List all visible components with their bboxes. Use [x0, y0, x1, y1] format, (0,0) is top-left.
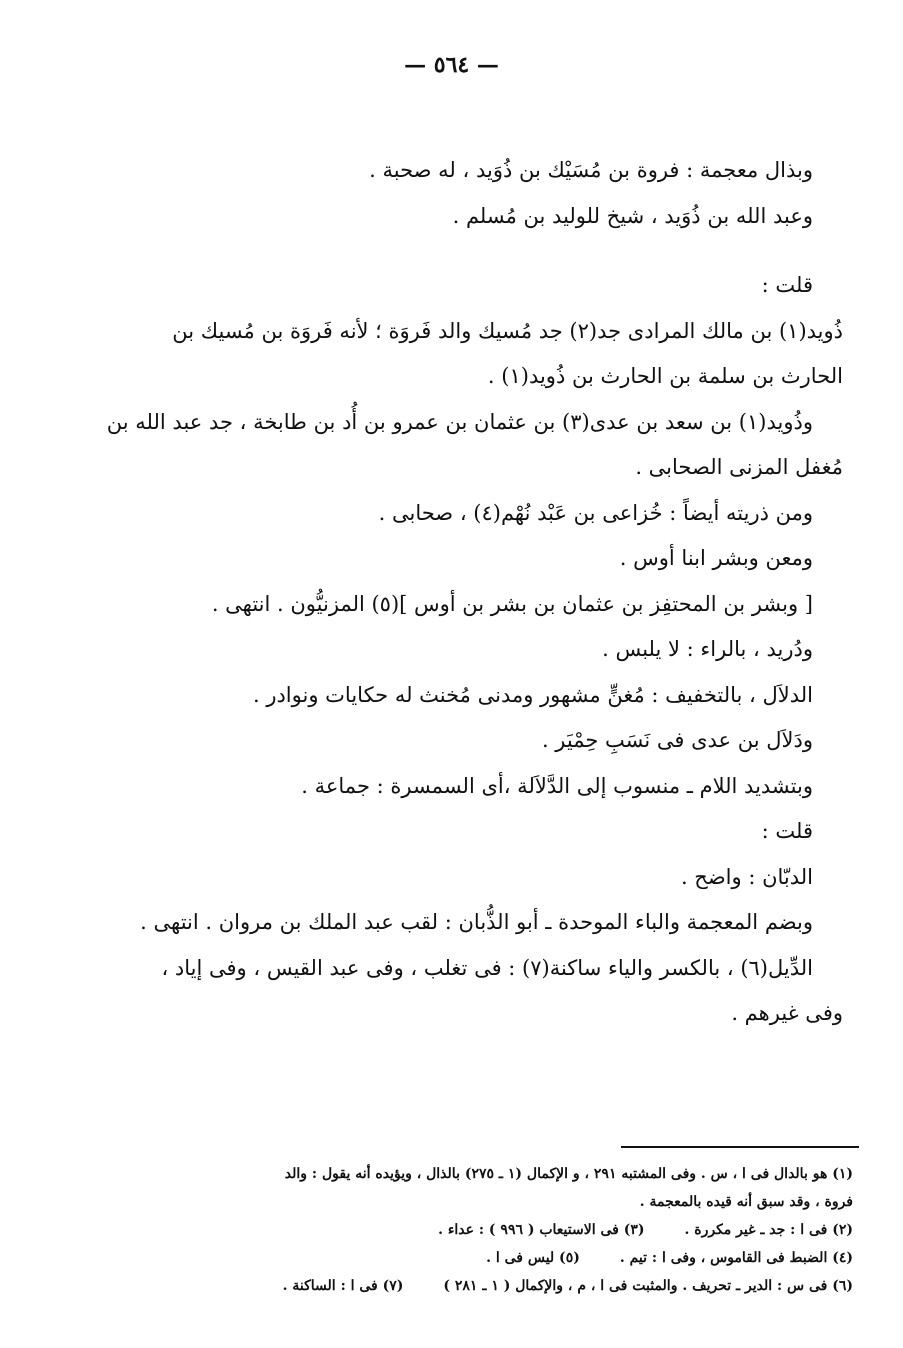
text-line: وعبد الله بن ذُوَيد ، شيخ للوليد بن مُسلم .: [452, 203, 813, 228]
text-line: وبتشديد اللام ـ منسوب إلى الدَّلاَلة ،أى السمسرة : جماعة .: [301, 773, 813, 798]
text-line: وبذال معجمة : فروة بن مُسَيْك بن ذُوَيد ، له صحبة .: [369, 158, 813, 182]
page-number: — ٥٦٤ —: [404, 52, 499, 78]
text-line: ودَلاَل بن عدى فى نَسَبِ حِمْيَر .: [541, 728, 813, 752]
text-line: ذُويد(١) بن مالك المرادى جد(٢) جد مُسيك والد فَروَة ؛ لأنه فَروَة بن مُسيك بن: [172, 318, 843, 343]
text-line: الدِّيل(٦) ، بالكسر والياء ساكنة(٧) : فى تغلب ، وفى عبد القيس ، وفى إياد ،: [161, 955, 813, 980]
footnote-1: (١) هو بالدال فى ا ، س . وفى المشتبه ٢٩١ ، و الإكمال (١ ـ ٢٧٥) بالذال ، ويؤيده أنه يقول : والد: [284, 1166, 853, 1182]
footnotes: [43, 1160, 853, 1300]
text-line: مُغفل المزنى الصحابى .: [635, 455, 843, 479]
text-line: الدبّان : واضح .: [680, 864, 813, 889]
text-line: الحارث بن سلمة بن الحارث بن ذُويد(١) .: [487, 364, 843, 388]
text-line: وبضم المعجمة والباء الموحدة ـ أبو الذُّبان : لقب عبد الملك بن مروان . انتهى .: [140, 910, 813, 934]
text-line: ومن ذريته أيضاً : خُزاعى بن عَبْد نُهْم(٤) ، صحابى .: [378, 500, 813, 525]
footnote-3: (٣) فى الاستيعاب ( ٩٩٦ ) : عداء .: [438, 1222, 645, 1238]
text-line: ومعن وبشر ابنا أوس .: [619, 546, 813, 570]
footnote-4: (٤) الضبط فى القاموس ، وفى ا : تيم .: [619, 1250, 853, 1266]
text-line: وفى غيرهم .: [731, 1001, 843, 1025]
footnote-7: (٧) فى ا : الساكنة .: [282, 1278, 404, 1294]
section-heading: قلت :: [761, 273, 813, 297]
footnote-2: (٢) فى ا : جد ـ غير مكررة .: [684, 1222, 853, 1238]
text-line: ودُريد ، بالراء : لا يلبس .: [602, 637, 813, 661]
footnote-5: (٥) ليس فى ا .: [486, 1250, 580, 1266]
main-text: [106, 148, 843, 1037]
text-line: الدلاَل ، بالتخفيف : مُغنٍّ مشهور ومدنى مُخنث له حكايات ونوادر .: [252, 682, 813, 707]
footnote-6: (٦) فى س : الدير ـ تحريف . والمثبت فى ا ، م ، والإكمال ( ١ ـ ٢٨١ ): [443, 1278, 853, 1294]
text-line: [ وبشر بن المحتفِز بن عثمان بن بشر بن أوس ](٥) المزنيُّون . انتهى .: [211, 591, 813, 616]
footnote-1-continued: فروة ، وقد سبق أنه قيده بالمعجمة .: [639, 1194, 853, 1210]
text-line: وذُويد(١) بن سعد بن عدى(٣) بن عثمان بن عمرو بن أُد بن طابخة ، جد عبد الله بن: [106, 409, 813, 434]
section-heading: قلت :: [761, 819, 813, 843]
footnote-divider: [621, 1146, 859, 1148]
